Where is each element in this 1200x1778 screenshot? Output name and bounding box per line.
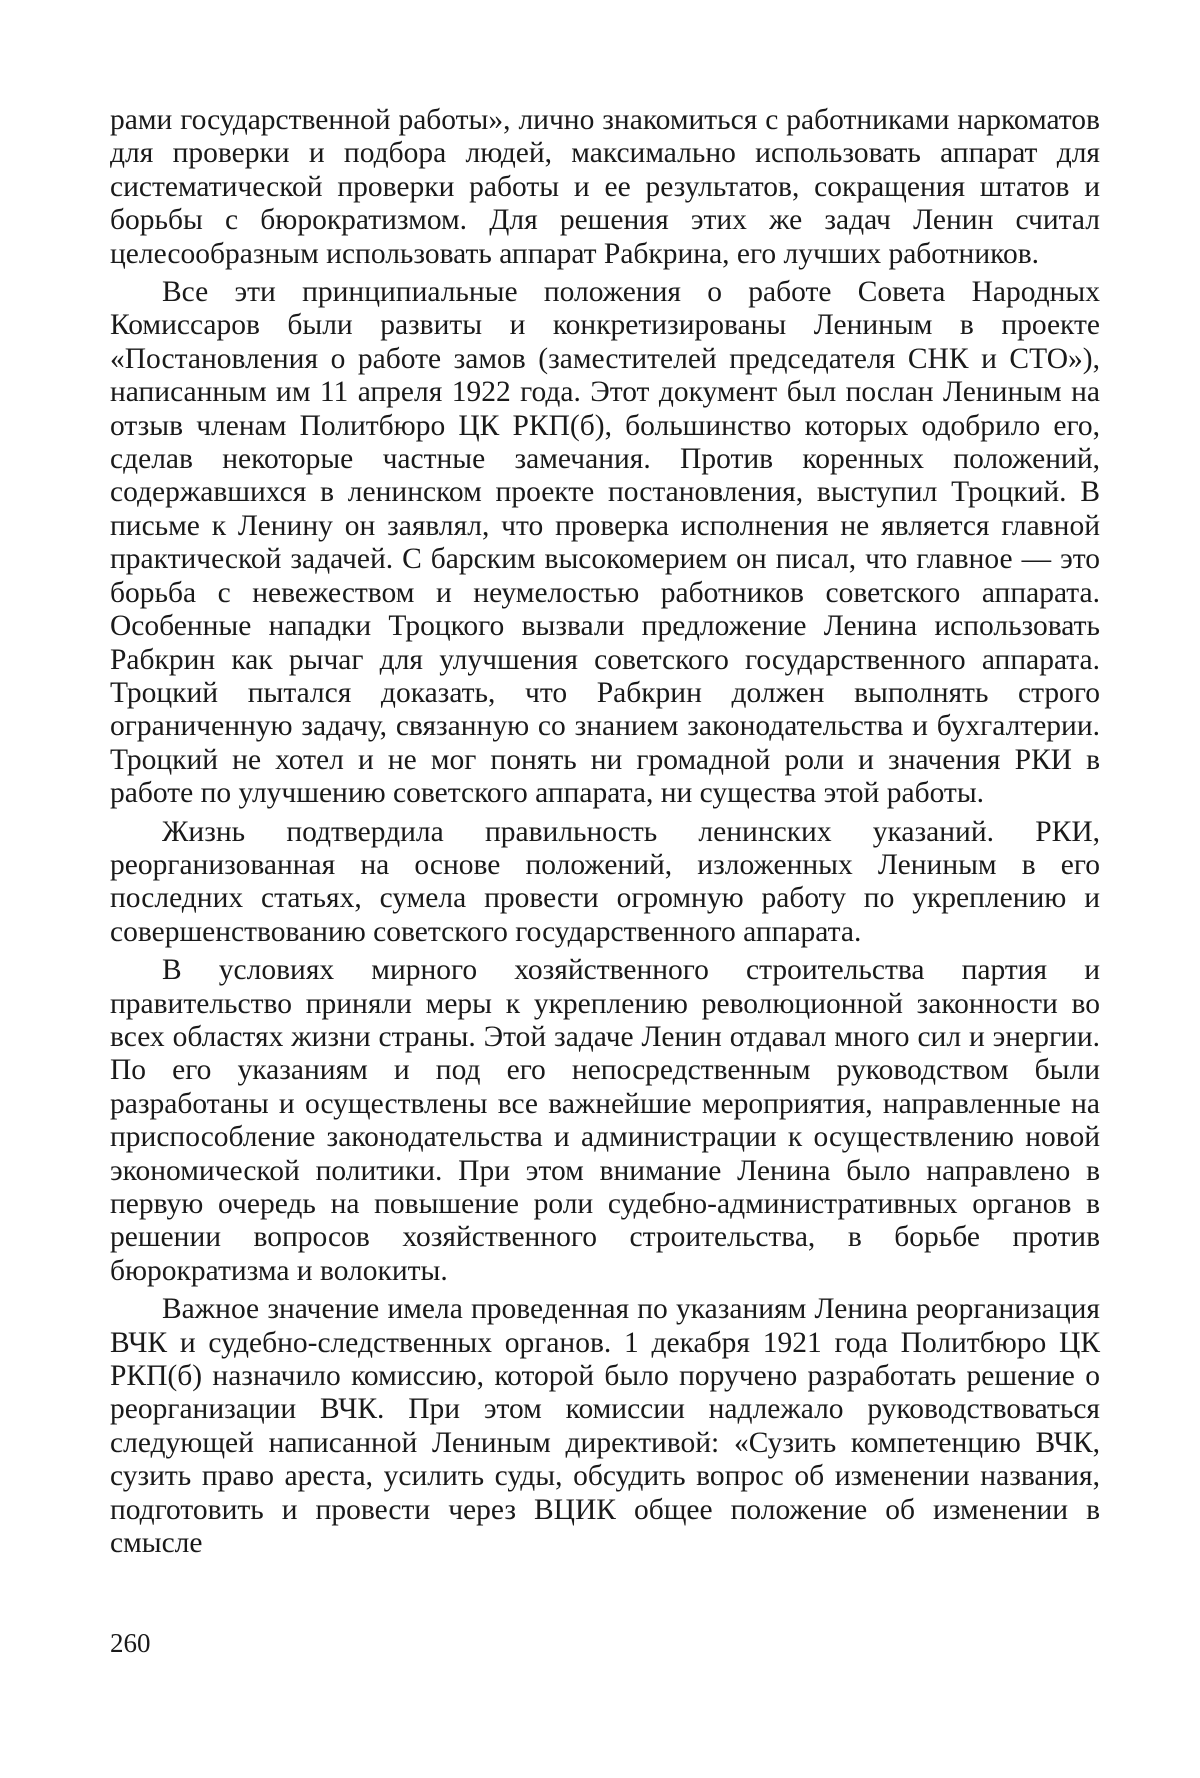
paragraph: Жизнь подтвердила правильность ленинских указаний. РКИ, реорганизованная на основе положений, изложенных Лениным в его последних статьях, сумела провести огромную работу по укреплению и совершенствованию советского государственного аппарата.	[110, 815, 1100, 948]
page-number: 260	[110, 1628, 151, 1658]
paragraph: Все эти принципиальные положения о работе Совета Народных Комиссаров были развиты и конкретизированы Лениным в проекте «Постановления о работе замов (заместителей председателя СНК и СТО»), написанным им 11 апреля 1922 года. Этот документ был послан Лениным на отзыв членам Политбюро ЦК РКП(б), большинство которых одобрило его, сделав некоторые частные замечания. Против коренных положений, содержавшихся в ленинском проекте постановления, выступил Троцкий. В письме к Ленину он заявлял, что проверка исполнения не является главной практической задачей. С барским высокомерием он писал, что главное — это борьба с невежеством и неумелостью работников советского аппарата. Особенные нападки Троцкого вызвали предложение Ленина использовать Рабкрин как рычаг для улучшения советского государственного аппарата. Троцкий пытался доказать, что Рабкрин должен выполнять строго ограниченную задачу, связанную со знанием законодательства и бухгалтерии. Троцкий не хотел и не мог понять ни громадной роли и значения РКИ в работе по улучшению советского аппарата, ни существа этой работы.	[110, 276, 1100, 810]
page-body	[110, 104, 1100, 1560]
paragraph: рами государственной работы», лично знакомиться с работниками наркоматов для проверки и подбора людей, максимально использовать аппарат для систематической проверки работы и ее результатов, сокращения штатов и борьбы с бюрократизмом. Для решения этих же задач Ленин считал целесообразным использовать аппарат Рабкрина, его лучших работников.	[110, 104, 1100, 270]
paragraph: Важное значение имела проведенная по указаниям Ленина реорганизация ВЧК и судебно-следственных органов. 1 декабря 1921 года Политбюро ЦК РКП(б) назначило комиссию, которой было поручено разработать решение о реорганизации ВЧК. При этом комиссии надлежало руководствоваться следующей написанной Лениным директивой: «Сузить компетенцию ВЧК, сузить право ареста, усилить суды, обсудить вопрос об изменении названия, подготовить и провести через ВЦИК общее положение об изменении в смысле	[110, 1293, 1100, 1560]
paragraph: В условиях мирного хозяйственного строительства партия и правительство приняли меры к укреплению революционной законности во всех областях жизни страны. Этой задаче Ленин отдавал много сил и энергии. По его указаниям и под его непосредственным руководством были разработаны и осуществлены все важнейшие мероприятия, направленные на приспособление законодательства и администрации к осуществлению новой экономической политики. При этом внимание Ленина было направлено в первую очередь на повышение роли судебно-административных органов в решении вопросов хозяйственного строительства, в борьбе против бюрократизма и волокиты.	[110, 954, 1100, 1287]
